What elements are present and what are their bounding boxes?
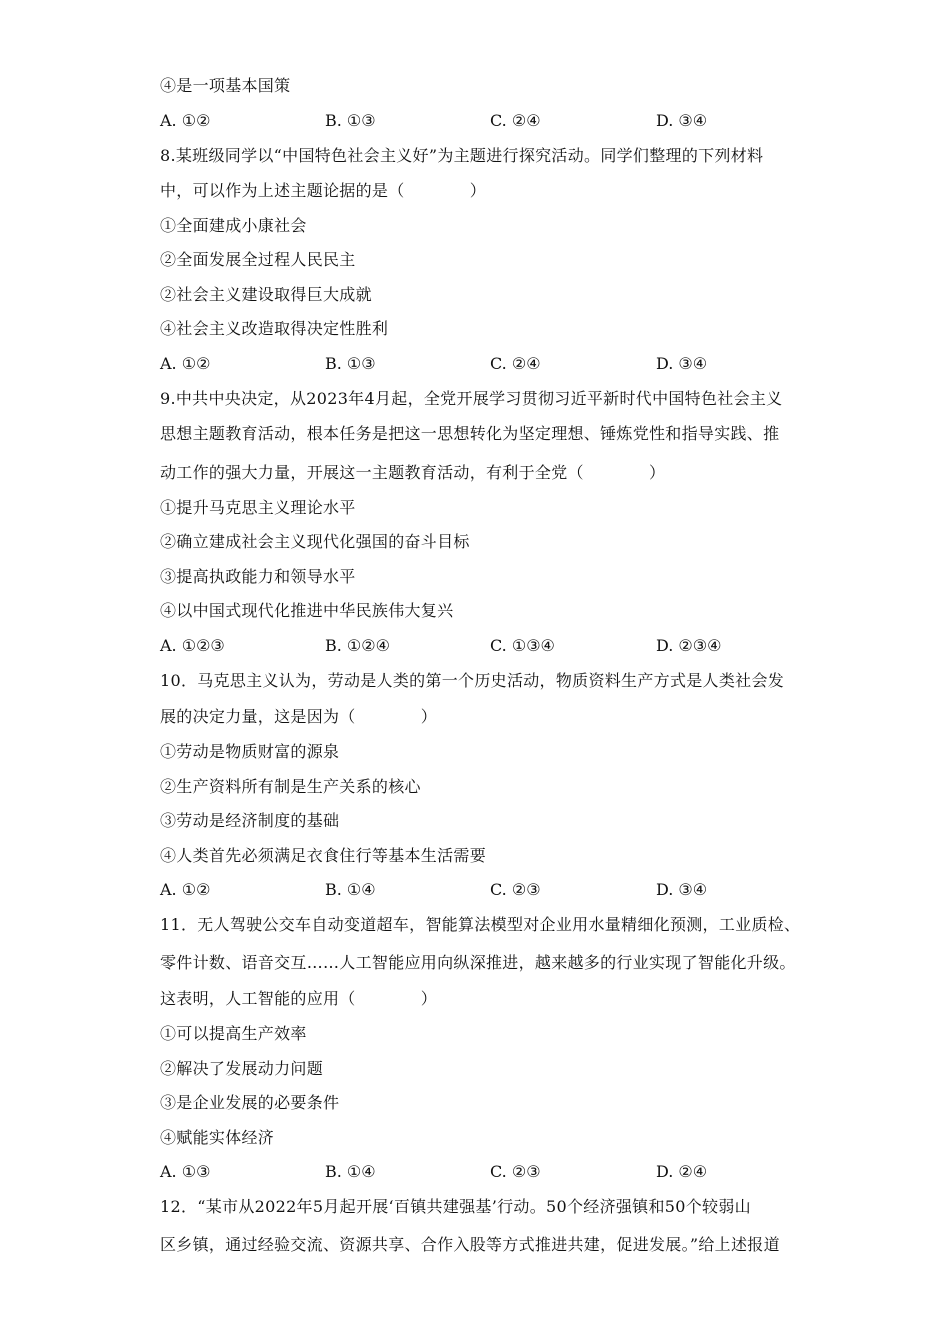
- option-c[interactable]: C. ②④: [490, 111, 541, 130]
- option-b[interactable]: B. ①③: [325, 111, 376, 130]
- q8-options: [160, 353, 800, 375]
- option-c[interactable]: C. ②④: [490, 354, 541, 373]
- option-d[interactable]: D. ③④: [656, 880, 708, 899]
- q8-item-1: ①全面建成小康社会: [160, 216, 307, 235]
- q8-item-2: ②全面发展全过程人民民主: [160, 250, 356, 269]
- q10-item-4: ④人类首先必须满足衣食住行等基本生活需要: [160, 846, 487, 865]
- option-b[interactable]: B. ①④: [325, 1162, 376, 1181]
- q9-stem-line-3: 动工作的强大力量，开展这一主题教育活动，有利于全党（ ）: [160, 463, 666, 482]
- option-c[interactable]: C. ②③: [490, 880, 541, 899]
- q9-item-2: ②确立建成社会主义现代化强国的奋斗目标: [160, 532, 470, 551]
- option-b[interactable]: B. ①②④: [325, 636, 390, 655]
- q11-options: [160, 1161, 800, 1183]
- option-a[interactable]: A. ①③: [160, 1162, 211, 1181]
- q11-stem-line-3: 这表明，人工智能的应用（ ）: [160, 989, 438, 1008]
- q11-item-1: ①可以提高生产效率: [160, 1024, 307, 1043]
- q9-item-4: ④以中国式现代化推进中华民族伟大复兴: [160, 601, 454, 620]
- q9-stem-line-1: 9.中共中央决定，从2023年4月起，全党开展学习贯彻习近平新时代中国特色社会主义: [160, 389, 783, 408]
- q10-options: [160, 879, 800, 901]
- q8-stem-line-2: 中，可以作为上述主题论据的是（ ）: [160, 181, 487, 200]
- option-d[interactable]: D. ③④: [656, 354, 708, 373]
- q9-item-3: ③提高执政能力和领导水平: [160, 567, 356, 586]
- option-a[interactable]: A. ①②③: [160, 636, 225, 655]
- option-a[interactable]: A. ①②: [160, 111, 211, 130]
- q12-stem-line-1: 12．“某市从2022年5月起开展‘百镇共建强基’行动。50个经济强镇和50个较弱山: [160, 1197, 751, 1216]
- q11-item-2: ②解决了发展动力问题: [160, 1059, 324, 1078]
- q11-stem-line-2: 零件计数、语音交互……人工智能应用向纵深推进，越来越多的行业实现了智能化升级。: [160, 953, 796, 972]
- q9-item-1: ①提升马克思主义理论水平: [160, 498, 356, 517]
- option-b[interactable]: B. ①④: [325, 880, 376, 899]
- option-a[interactable]: A. ①②: [160, 880, 211, 899]
- option-d[interactable]: D. ②④: [656, 1162, 708, 1181]
- q8-item-3: ②社会主义建设取得巨大成就: [160, 285, 372, 304]
- q11-item-4: ④赋能实体经济: [160, 1128, 275, 1147]
- q7-item-4: ④是一项基本国策: [160, 76, 291, 95]
- q12-stem-line-2: 区乡镇，通过经验交流、资源共享、合作入股等方式推进共建，促进发展。”给上述报道: [160, 1235, 780, 1254]
- q7-options: [160, 110, 800, 132]
- q11-item-3: ③是企业发展的必要条件: [160, 1093, 340, 1112]
- q11-stem-line-1: 11．无人驾驶公交车自动变道超车，智能算法模型对企业用水量精细化预测，工业质检、: [160, 915, 801, 934]
- option-b[interactable]: B. ①③: [325, 354, 376, 373]
- q8-stem-line-1: 8.某班级同学以“中国特色社会主义好”为主题进行探究活动。同学们整理的下列材料: [160, 146, 764, 165]
- option-d[interactable]: D. ③④: [656, 111, 708, 130]
- q9-options: [160, 635, 800, 657]
- q9-stem-line-2: 思想主题教育活动，根本任务是把这一思想转化为坚定理想、锤炼党性和指导实践、推: [160, 424, 780, 443]
- q8-item-4: ④社会主义改造取得决定性胜利: [160, 319, 389, 338]
- option-d[interactable]: D. ②③④: [656, 636, 722, 655]
- q10-item-1: ①劳动是物质财富的源泉: [160, 742, 340, 761]
- q10-stem-line-1: 10．马克思主义认为，劳动是人类的第一个历史活动，物质资料生产方式是人类社会发: [160, 671, 785, 690]
- option-c[interactable]: C. ②③: [490, 1162, 541, 1181]
- q10-item-2: ②生产资料所有制是生产关系的核心: [160, 777, 421, 796]
- option-a[interactable]: A. ①②: [160, 354, 211, 373]
- option-c[interactable]: C. ①③④: [490, 636, 555, 655]
- q10-item-3: ③劳动是经济制度的基础: [160, 811, 340, 830]
- q10-stem-line-2: 展的决定力量，这是因为（ ）: [160, 707, 438, 726]
